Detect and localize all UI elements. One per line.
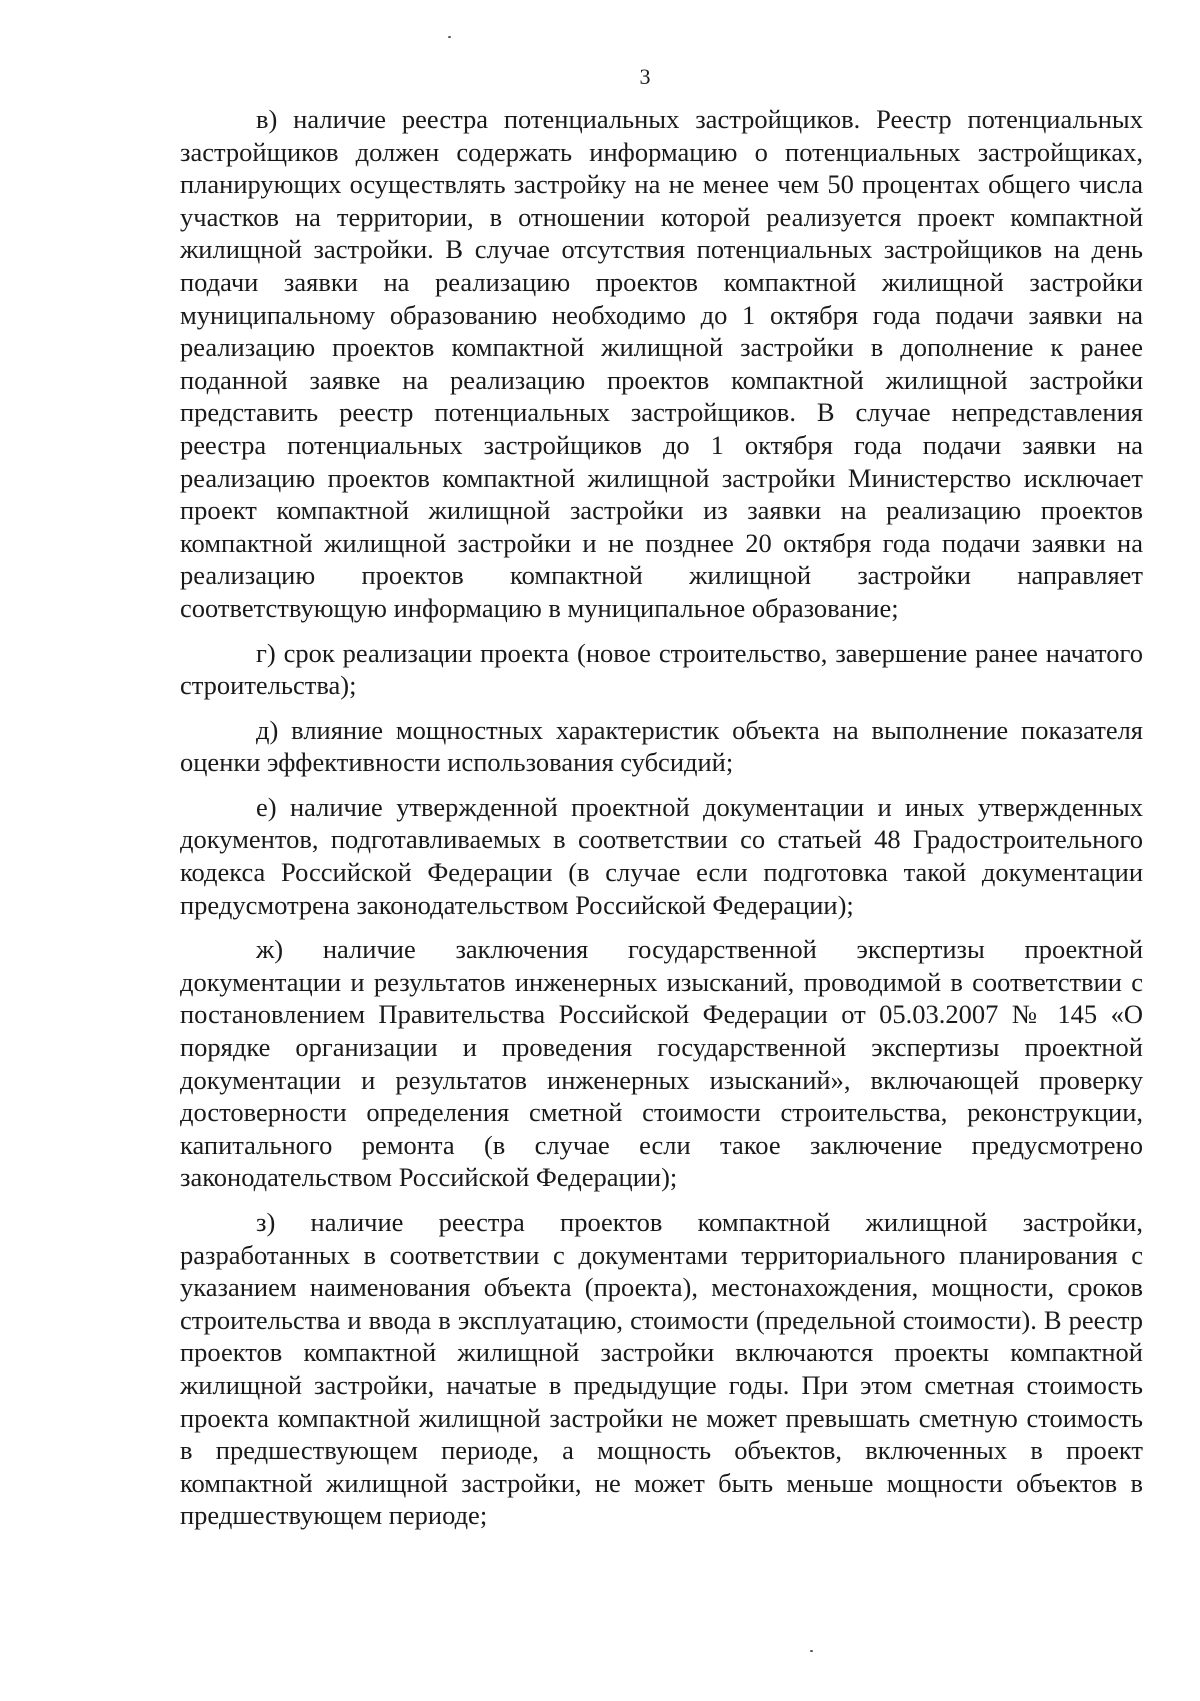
- paragraph-d: д) влияние мощностных характеристик объекта на выполнение показателя оценки эффективности использования субсидий;: [180, 714, 1143, 778]
- paragraph-v: в) наличие реестра потенциальных застройщиков. Реестр потенциальных застройщиков должен содержать информацию о потенциальных застройщиках, планирующих осуществлять застройку на не менее чем 50 процентах общего числа участков на территории, в отношении которой реализуется проект компактной жилищной застройки. В случае отсутствия потенциальных застройщиков на день подачи заявки на реализацию проектов компактной жилищной застройки муниципальному образованию необходимо до 1 октября года подачи заявки на реализацию проектов компактной жилищной застройки в дополнение к ранее поданной заявке на реализацию проектов компактной жилищной застройки представить реестр потенциальных застройщиков. В случае непредставления реестра потенциальных застройщиков до 1 октября года подачи заявки на реализацию проектов компактной жилищной застройки Министерство исключает проект компактной жилищной застройки из заявки на реализацию проектов компактной жилищной застройки и не позднее 20 октября года подачи заявки на реализацию проектов компактной жилищной застройки направляет соответствующую информацию в муниципальное образование;: [180, 104, 1143, 623]
- paragraph-z: з) наличие реестра проектов компактной жилищной застройки, разработанных в соответствии с документами территориального планирования с указанием наименования объекта (проекта), местонахождения, мощности, сроков строительства и ввода в эксплуатацию, стоимости (предельной стоимости). В реестр проектов компактной жилищной застройки включаются проекты компактной жилищной застройки, начатые в предыдущие годы. При этом сметная стоимость проекта компактной жилищной застройки не может превышать сметную стоимость в предшествующем периоде, а мощность объектов, включенных в проект компактной жилищной застройки, не может быть меньше мощности объектов в предшествующем периоде;: [180, 1207, 1143, 1531]
- page-number: 3: [639, 64, 651, 89]
- scan-speck: [448, 36, 451, 38]
- document-body: [180, 103, 1143, 1532]
- paragraph-e: е) наличие утвержденной проектной документации и иных утвержденных документов, подготавливаемых в соответствии со статьей 48 Градостроительного кодекса Российской Федерации (в случае если подготовка такой документации предусмотрена законодательством Российской Федерации);: [180, 791, 1143, 920]
- scan-speck: [810, 1650, 813, 1652]
- paragraph-g: г) срок реализации проекта (новое строительство, завершение ранее начатого строительства);: [180, 637, 1143, 701]
- paragraph-zh: ж) наличие заключения государственной экспертизы проектной документации и результатов инженерных изысканий, проводимой в соответствии с постановлением Правительства Российской Федерации от 05.03.2007 № 145 «О порядке организации и проведения государственной экспертизы проектной документации и результатов инженерных изысканий», включающей проверку достоверности определения сметной стоимости строительства, реконструкции, капитального ремонта (в случае если такое заключение предусмотрено законодательством Российской Федерации);: [180, 934, 1143, 1193]
